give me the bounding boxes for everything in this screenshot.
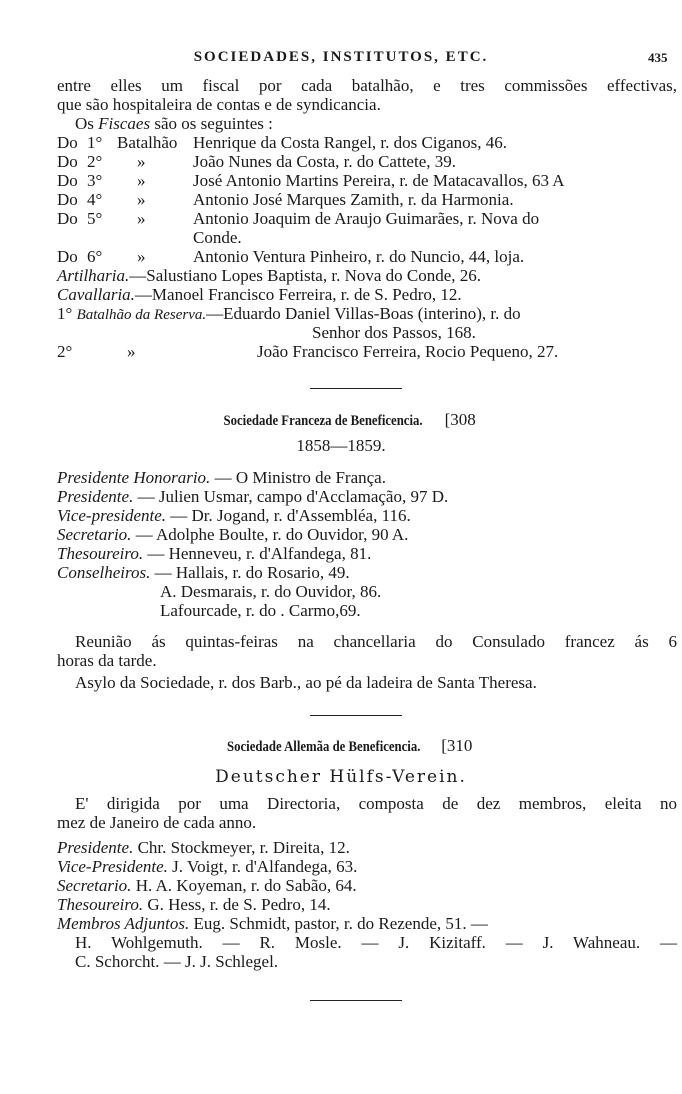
role-label: Thesoureiro.: [57, 544, 144, 563]
battalion-unit: Batalhão: [117, 133, 178, 152]
do-label: Do: [57, 190, 78, 209]
role-label: Secretario.: [57, 525, 132, 544]
battalion-number: 6°: [87, 247, 103, 266]
battalion-unit: »: [137, 171, 146, 190]
officer-text: Chr. Stockmeyer, r. Direita, 12.: [133, 838, 350, 857]
section-divider: [310, 388, 402, 389]
page-number: 435: [648, 50, 668, 65]
officer-text: — Henneveu, r. d'Alfandega, 81.: [143, 544, 372, 563]
entry-reserva-2: [57, 342, 677, 361]
description: E' dirigida por uma Directoria, composta de dez membros, eleita no: [75, 794, 677, 813]
do-label: Do: [57, 171, 78, 190]
entry-label: Artilharia.: [57, 266, 130, 285]
officer-text: — O Ministro de França.: [210, 468, 386, 487]
section-divider: [310, 715, 402, 716]
entry-text: —Salustiano Lopes Baptista, r. Nova do Conde, 26.: [129, 266, 482, 285]
asylo-text: Asylo da Sociedade, r. dos Barb., ao pé da ladeira de Santa Theresa.: [75, 673, 537, 692]
section-title-allemaa: [0, 736, 682, 757]
do-label: Do: [57, 209, 78, 228]
entry-continuation: Senhor dos Passos, 168.: [312, 323, 476, 342]
role-label: Vice-presidente.: [57, 506, 167, 525]
officer-entry: [57, 487, 677, 506]
fiscal-name: José Antonio Martins Pereira, r. de Matacavallos, 63 A: [193, 171, 565, 190]
entry-reserva-1: [57, 304, 677, 325]
officer-entry: [57, 838, 677, 857]
entry-text: —Eduardo Daniel Villas-Boas (interino), r. do: [206, 304, 521, 323]
role-label: Thesoureiro.: [57, 895, 144, 914]
section-ref: [308: [444, 410, 476, 429]
intro-line: entre elles um fiscal por cada batalhão, e tres commissões effectivas,: [57, 76, 677, 95]
officer-text: Eug. Schmidt, pastor, r. do Rezende, 51. —: [189, 914, 488, 933]
battalion-number: 3°: [87, 171, 103, 190]
battalion-number: 1°: [87, 133, 103, 152]
battalion-unit: »: [137, 190, 146, 209]
officer-text: — Dr. Jogand, r. d'Assembléa, 116.: [166, 506, 411, 525]
officer-entry: [57, 468, 677, 487]
reuniao-text: horas da tarde.: [57, 651, 157, 670]
officer-entry: [57, 563, 677, 582]
years: 1858—1859.: [296, 436, 386, 455]
fiscal-name: João Nunes da Costa, r. do Cattete, 39.: [193, 152, 456, 171]
label: Fiscaes: [98, 114, 151, 133]
role-label: Presidente Honorario.: [57, 468, 211, 487]
officer-text: G. Hess, r. de S. Pedro, 14.: [143, 895, 331, 914]
section-title-franceza: [0, 410, 682, 431]
text: Os: [75, 114, 99, 133]
intro-line: que são hospitaleira de contas e de syndicancia.: [57, 95, 381, 114]
description: mez de Janeiro de cada anno.: [57, 813, 257, 832]
entry-num: 2°: [57, 342, 73, 361]
role-label: Secretario.: [57, 876, 132, 895]
role-label: Presidente.: [57, 838, 134, 857]
officer-entry: [57, 895, 677, 914]
battalion-unit: »: [137, 247, 146, 266]
officer-entry: [57, 857, 677, 876]
battalion-unit: »: [137, 209, 146, 228]
officer-entry: [57, 525, 677, 544]
entry-num: 1°: [57, 304, 73, 323]
battalion-number: 2°: [87, 152, 103, 171]
section-divider: [310, 1000, 402, 1001]
do-label: Do: [57, 247, 78, 266]
battalion-number: 4°: [87, 190, 103, 209]
do-label: Do: [57, 152, 78, 171]
adjuntos-line: C. Schorcht. — J. J. Schlegel.: [75, 952, 279, 971]
adjuntos-line: H. Wohlgemuth. — R. Mosle. — J. Kizitaff. — J. Wahneau. —: [75, 933, 677, 952]
role-label: Presidente.: [57, 487, 134, 506]
role-label: Vice-Presidente.: [57, 857, 168, 876]
fiscal-name: Henrique da Costa Rangel, r. dos Ciganos, 46.: [193, 133, 507, 152]
officer-text: H. A. Koyeman, r. do Sabão, 64.: [131, 876, 357, 895]
ditto-mark: »: [127, 342, 136, 361]
entry-label: Cavallaria.: [57, 285, 135, 304]
role-label: Membros Adjuntos.: [57, 914, 190, 933]
do-label: Do: [57, 133, 78, 152]
fiscaes-intro: [75, 114, 682, 133]
officer-text: — Adolphe Boulte, r. do Ouvidor, 90 A.: [131, 525, 409, 544]
text: são os seguintes :: [150, 114, 273, 133]
section-title: Sociedade Franceza de Beneficencia.: [223, 413, 423, 429]
fiscal-continuation: Conde.: [193, 228, 242, 247]
entry-text: —Manoel Francisco Ferreira, r. de S. Pedro, 12.: [134, 285, 462, 304]
entry-cavallaria: [57, 285, 677, 304]
role-label: Conselheiros.: [57, 563, 151, 582]
conselheiro: Lafourcade, r. do . Carmo,69.: [160, 601, 361, 620]
fiscal-name: Antonio Ventura Pinheiro, r. do Nuncio, 44, loja.: [193, 247, 525, 266]
fiscal-name: Antonio José Marques Zamith, r. da Harmonia.: [193, 190, 514, 209]
entry-text: João Francisco Ferreira, Rocio Pequeno, 27.: [257, 342, 559, 361]
entry-artilharia: [57, 266, 677, 285]
german-subtitle: Deutscher Hülfs-Verein.: [215, 767, 467, 787]
officer-entry: [57, 506, 677, 525]
battalion-number: 5°: [87, 209, 103, 228]
officer-entry: [57, 544, 677, 563]
officer-text: — Hallais, r. do Rosario, 49.: [150, 563, 350, 582]
fiscal-name: Antonio Joaquim de Araujo Guimarães, r. Nova do: [193, 209, 540, 228]
conselheiro: A. Desmarais, r. do Ouvidor, 86.: [160, 582, 382, 601]
reuniao-text: Reunião ás quintas-feiras na chancellaria do Consulado francez ás 6: [75, 632, 677, 651]
section-title: Sociedade Allemãa de Beneficencia.: [226, 739, 420, 755]
battalion-unit: »: [137, 152, 146, 171]
officer-entry: [57, 914, 677, 933]
officer-entry: [57, 876, 677, 895]
officer-text: — Julien Usmar, campo d'Acclamação, 97 D.: [133, 487, 449, 506]
entry-label: Batalhão da Reserva.: [76, 307, 207, 323]
section-ref: [310: [441, 736, 473, 755]
officer-text: J. Voigt, r. d'Alfandega, 63.: [167, 857, 358, 876]
running-header: SOCIEDADES, INSTITUTOS, ETC.: [193, 49, 489, 65]
